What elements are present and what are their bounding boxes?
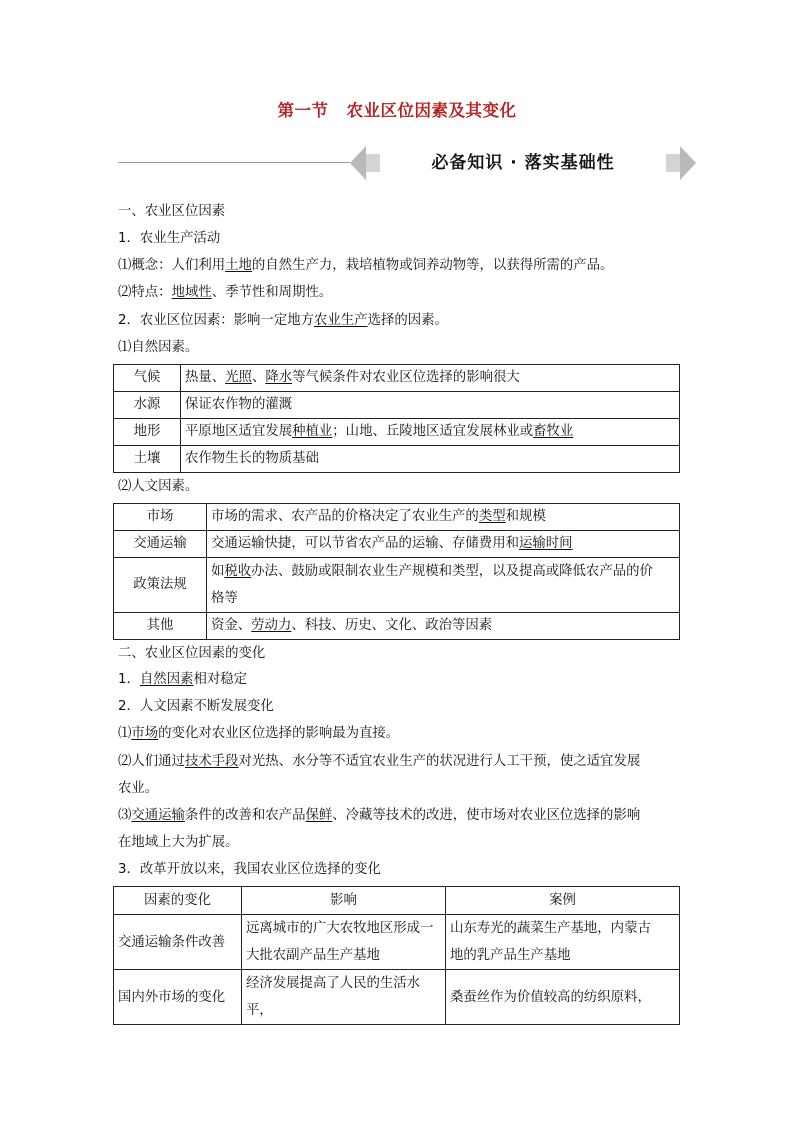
transport-improve-text-b: 条件的改善和农产品 [184, 808, 306, 823]
market-text-a: 市场的需求、农产品的价格决定了农业生产的 [211, 509, 479, 524]
table-row [114, 504, 680, 531]
human-factors-label: ⑵人文因素。 [118, 479, 199, 494]
market-answer: 类型 [478, 509, 506, 524]
climate-text-a: 热量、 [185, 370, 226, 385]
table-row [114, 915, 680, 970]
item-location-factors [118, 311, 448, 331]
cell-impact [242, 915, 446, 970]
terrain-answer-1: 种植业 [292, 424, 333, 439]
case-line-2: 地的乳产品生产基地 [450, 948, 571, 963]
policy-text-a: 如 [211, 564, 225, 579]
item-natural-stable [118, 670, 247, 690]
features-text-a: ⑵特点： [118, 285, 172, 300]
location-change-table [113, 886, 680, 1025]
impact-line-2: 大批农副产品生产基地 [246, 948, 380, 963]
natural-stable-text-a: 1． [118, 672, 140, 687]
table-row [114, 531, 680, 558]
impact-line-1: 远离城市的广大农牧地区形成一 [246, 921, 434, 936]
policy-text-c: 格等 [211, 591, 238, 606]
item-production-activity: 1．农业生产活动 [118, 231, 221, 246]
col-header-factor: 因素的变化 [114, 887, 242, 915]
banner-text: 必备知识 · 落实基础性 [431, 153, 615, 173]
col-header-impact: 影响 [242, 887, 446, 915]
transport-improve-text-a: ⑶ [118, 808, 132, 823]
human-factors-table [113, 503, 680, 640]
other-text-b: 、科技、历史、文化、政治等因素 [291, 618, 493, 633]
climate-text-c: 等气候条件对农业区位选择的影响很大 [292, 370, 520, 385]
table-row [114, 558, 680, 613]
natural-factors-table [113, 364, 680, 473]
row-key-other: 其他 [114, 613, 207, 640]
concept-text-a: ⑴概念：人们利用 [118, 258, 226, 273]
transport-improve-text-c: 、冷藏等技术的改进，使市场对农业区位选择的影响 [332, 808, 641, 823]
banner-right-bar [666, 154, 680, 172]
transport-improve-answer-1: 交通运输 [131, 808, 185, 823]
table-row [114, 365, 680, 392]
row-value-water: 保证农作物的灌溉 [181, 392, 680, 419]
case-line-1: 山东寿光的蔬菜生产基地，内蒙古 [450, 921, 651, 936]
row-value-climate [181, 365, 680, 392]
concept-answer: 土地 [225, 258, 252, 273]
terrain-text-a: 平原地区适宜发展 [185, 424, 293, 439]
features-text-b: 、季节性和周期性。 [211, 285, 333, 300]
natural-factors-label: ⑴自然因素。 [118, 340, 199, 355]
heading-factor-changes: 二、农业区位因素的变化 [118, 646, 266, 661]
technology-text-b: 对光热、水分等不适宜农业生产的状况进行人工干预，使之适宜发展 [238, 754, 641, 769]
transport-improve-answer-2: 保鲜 [305, 808, 333, 823]
transport-answer: 运输时间 [518, 536, 573, 551]
heading-location-factors: 一、农业区位因素 [118, 204, 226, 219]
row-key-water: 水源 [114, 392, 181, 419]
market-text-b: 和规模 [505, 509, 546, 524]
table-row [114, 392, 680, 419]
row-value-market [207, 504, 680, 531]
row-key-climate: 气候 [114, 365, 181, 392]
item-technology-cont: 农业。 [118, 781, 159, 796]
row-key-transport: 交通运输 [114, 531, 207, 558]
row-key-market: 市场 [114, 504, 207, 531]
item-features [118, 283, 332, 303]
other-text-a: 资金、 [211, 618, 252, 633]
cell-factor: 交通运输条件改善 [114, 915, 242, 970]
table-header-row [114, 887, 680, 915]
item-human-changing: 2．人文因素不断发展变化 [118, 699, 274, 714]
other-answer: 劳动力 [251, 618, 292, 633]
technology-text-a: ⑵人们通过 [118, 754, 185, 769]
table-row [114, 446, 680, 473]
climate-text-b: 、 [251, 370, 266, 385]
table-row [114, 613, 680, 640]
technology-answer: 技术手段 [184, 754, 239, 769]
natural-stable-answer: 自然因素 [139, 672, 194, 687]
policy-answer: 税收 [224, 564, 252, 579]
banner-right-wedge [680, 146, 696, 180]
table-row [114, 970, 680, 1025]
row-value-transport [207, 531, 680, 558]
cell-case: 桑蚕丝作为价值较高的纺织原料， [446, 970, 680, 1025]
section-name: 农业区位因素及其变化 [346, 101, 517, 120]
row-value-policy [207, 558, 680, 613]
row-key-policy: 政策法规 [114, 558, 207, 613]
row-value-soil: 农作物生长的物质基础 [181, 446, 680, 473]
policy-text-b: 办法、鼓励或限制农业生产规模和类型，以及提高或降低农产品的价 [251, 564, 653, 579]
climate-answer-2: 降水 [265, 370, 293, 385]
banner-left-bar [366, 154, 380, 172]
climate-answer-1: 光照 [225, 370, 252, 385]
row-value-terrain [181, 419, 680, 446]
item-market-change [118, 724, 399, 744]
col-header-case: 案例 [446, 887, 680, 915]
factors-text-a: 2．农业区位因素：影响一定地方 [118, 313, 314, 328]
cell-case [446, 915, 680, 970]
section-banner [118, 143, 680, 183]
banner-tab [350, 146, 696, 180]
features-answer: 地域性 [171, 285, 212, 300]
page-title [0, 97, 794, 121]
terrain-answer-2: 畜牧业 [533, 424, 574, 439]
natural-stable-text-b: 相对稳定 [193, 672, 248, 687]
row-key-soil: 土壤 [114, 446, 181, 473]
item-technology [118, 752, 640, 772]
factors-text-b: 选择的因素。 [367, 313, 448, 328]
row-key-terrain: 地形 [114, 419, 181, 446]
factors-answer: 农业生产 [314, 313, 368, 328]
item-transport-improve-cont: 在地域上大为扩展。 [118, 835, 239, 850]
section-number: 第一节 [277, 101, 329, 120]
item-reform-changes: 3．改革开放以来，我国农业区位选择的变化 [118, 862, 381, 877]
transport-text-a: 交通运输快捷，可以节省农产品的运输、存储费用和 [211, 536, 519, 551]
market-change-answer: 市场 [131, 726, 159, 741]
table-row [114, 419, 680, 446]
banner-left-wedge [350, 146, 366, 180]
item-concept [118, 256, 613, 276]
cell-impact: 经济发展提高了人民的生活水平， [242, 970, 446, 1025]
row-value-other [207, 613, 680, 640]
market-change-text-b: 的变化对农业区位选择的影响最为直接。 [158, 726, 400, 741]
cell-factor: 国内外市场的变化 [114, 970, 242, 1025]
item-transport-improve [118, 806, 640, 826]
terrain-text-b: ；山地、丘陵地区适宜发展林业或 [332, 424, 534, 439]
market-change-text-a: ⑴ [118, 726, 132, 741]
concept-text-b: 的自然生产力，栽培植物或饲养动物等，以获得所需的产品。 [251, 258, 614, 273]
